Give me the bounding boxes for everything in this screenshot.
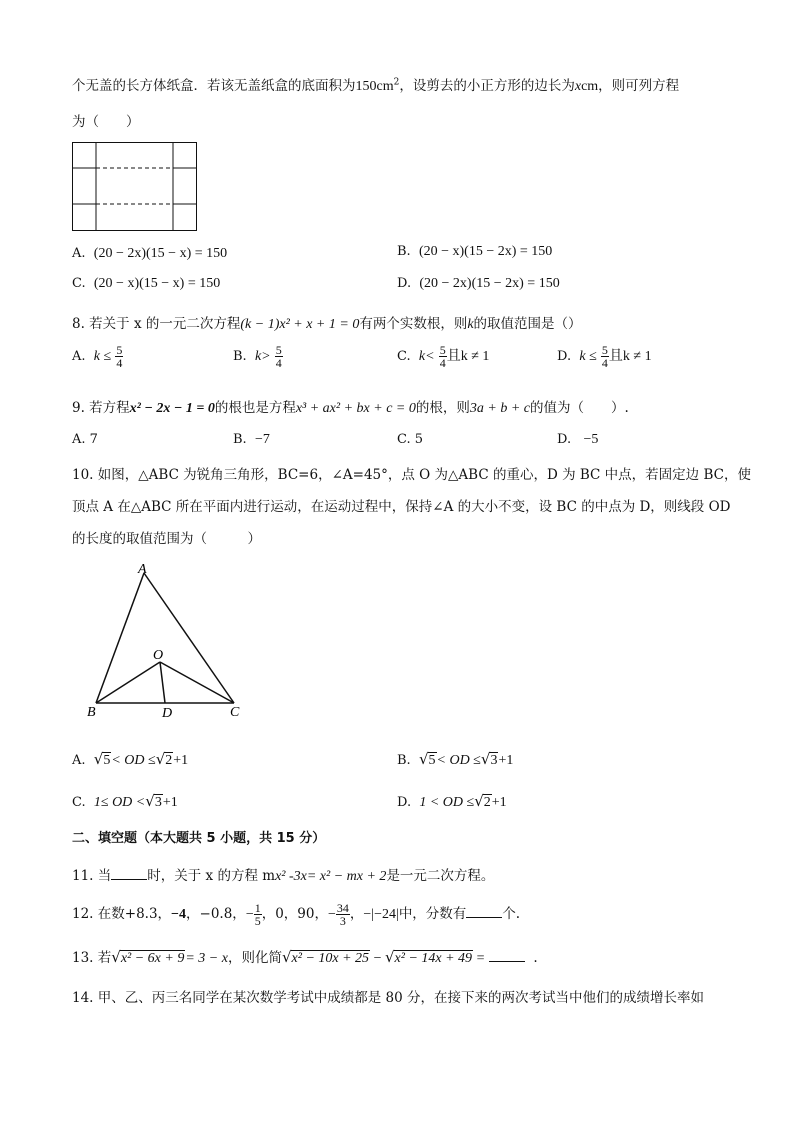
q8-option-b[interactable]: B. k> $\frac{5}{4}$ <box>233 343 282 370</box>
q9-option-a[interactable]: A. 7 <box>72 432 98 447</box>
q12-stem: 12. 在数+8.3，−4，−0.8，− $\frac{1}{5}$ ，0，90，− $\frac{34}{3}$ ，−|−24|中，分数有 个. <box>72 901 521 928</box>
q10-option-b[interactable]: B. √5< OD ≤√3+1 <box>397 750 514 768</box>
label-a: A <box>138 562 147 577</box>
fraction: $\frac{1}{5}$ <box>254 901 261 928</box>
label-o: O <box>153 648 164 663</box>
q9-stem: 9. 若方程x² − 2x − 1 = 0的根也是方程x³ + ax² + bx + c = 0的根，则3a + b + c的值为（ ）. <box>72 400 629 416</box>
q8-option-c[interactable]: C. k< $\frac{5}{4}$ 且k ≠ 1 <box>397 343 490 370</box>
q7-line2: 为（ ） <box>72 114 140 130</box>
q14-stem: 14. 甲、乙、丙三名同学在某次数学考试中成绩都是 80 分，在接下来的两次考试当中他们的成绩增长率如 <box>72 990 705 1006</box>
q8-option-d[interactable]: D. k ≤ $\frac{5}{4}$ 且k ≠ 1 <box>557 343 652 370</box>
q7-option-d[interactable]: D. (20 − 2x)(15 − 2x) = 150 <box>397 276 560 291</box>
fraction: $\frac{5}{4}$ <box>601 343 608 370</box>
q10-line1: 10. 如图，△ABC 为锐角三角形，BC=6，∠A=45°，点 O 为△ABC 的重心，D 为 BC 中点，若固定边 BC，使 <box>72 467 751 483</box>
q7-line1: 个无盖的长方体纸盒．若该无盖纸盒的底面积为$150cm^2$，设剪去的小正方形的边长为xcm，则可列方程 <box>72 77 680 94</box>
q8-option-a[interactable]: A. k ≤ $\frac{5}{4}$ <box>72 343 123 370</box>
fraction: $\frac{5}{4}$ <box>275 343 282 370</box>
q13-stem: 13. 若√x² − 6x + 9= 3 − x，则化简√x² − 10x + 25 − √x² − 14x + 49 = . <box>72 948 538 966</box>
answer-blank[interactable] <box>489 951 525 962</box>
q10-option-d[interactable]: D. 1 < OD ≤√2+1 <box>397 792 507 810</box>
q10-option-c[interactable]: C. 1≤ OD <√3+1 <box>72 792 178 810</box>
q9-option-c[interactable]: C. 5 <box>397 432 424 447</box>
q11-stem: 11. 当 时，关于 x 的方程 mx² -3x= x² − mx + 2是一元二次方程。 <box>72 868 495 884</box>
fraction: $\frac{5}{4}$ <box>116 343 123 370</box>
q9-option-d[interactable]: D. −5 <box>557 432 599 447</box>
q7-option-b[interactable]: B. (20 − x)(15 − 2x) = 150 <box>397 244 553 259</box>
q10-triangle-figure <box>80 558 250 723</box>
label-b: B <box>87 705 96 720</box>
label-c: C <box>230 705 240 720</box>
q7-area-value: 150cm <box>355 79 394 94</box>
q7-box-figure <box>72 142 198 232</box>
answer-blank[interactable] <box>111 869 147 880</box>
fraction: $\frac{34}{3}$ <box>336 901 349 928</box>
q7-option-a[interactable]: A. (20 − 2x)(15 − x) = 150 <box>72 246 228 261</box>
q10-option-a[interactable]: A. √5< OD ≤√2+1 <box>72 750 189 768</box>
q10-line2: 顶点 A 在△ABC 所在平面内进行运动，在运动过程中，保持∠A 的大小不变，设 BC 的中点为 D，则线段 OD <box>72 499 731 515</box>
section-title: 二、填空题（本大题共 5 小题，共 15 分） <box>72 831 326 846</box>
answer-blank[interactable] <box>466 907 502 918</box>
q9-option-b[interactable]: B. −7 <box>233 432 270 447</box>
label-d: D <box>162 706 173 721</box>
q8-stem: 8. 若关于 x 的一元二次方程(k − 1)x² + x + 1 = 0有两个实数根，则k的取值范围是（） <box>72 316 582 332</box>
q10-line3: 的长度的取值范围为（ ） <box>72 531 261 547</box>
q7-option-c[interactable]: C. (20 − x)(15 − x) = 150 <box>72 276 221 291</box>
fraction: $\frac{5}{4}$ <box>439 343 446 370</box>
